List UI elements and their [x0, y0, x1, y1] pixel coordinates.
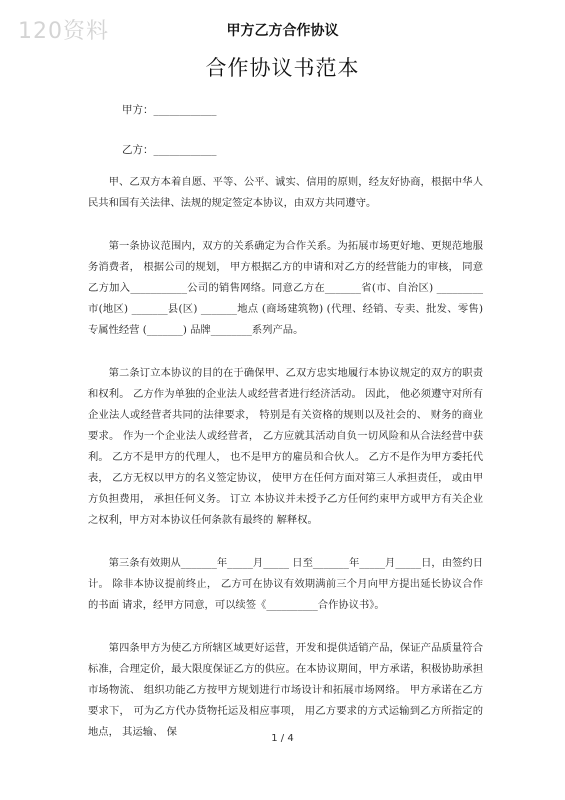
paragraph-article-1: 第一条协议范围内，双方的关系确定为合作关系。为拓展市场更好地、更规范地服务消费者， 根据公司的规划， 甲方根据乙方的申请和对乙方的经营能力的审核， 同意乙方加入___________公司的销售网络。同意乙方在_______省(市、自治区) _________市(地区) _______县(区) _______地点 (商场建筑物) (代理、经销、专卖、批发、零售) 专属性经营 (_______) 品牌________系列产品。: [88, 240, 483, 336]
paragraph-article-2: 第二条订立本协议的目的在于确保甲、乙双方忠实地履行本协议规定的双方的职责和权利。 乙方作为单独的企业法人或经营者进行经济活动。 因此， 他必须遵守对所有企业法人或经营者共同的法律要求， 特别是有关资格的规则以及社会的、 财务的商业要求。 作为一个企业法人或经营者， 乙方应就其活动自负一切风险和从合法经营中获利。 乙方不是甲方的代理人， 也不是甲方的雇员和合伙人。 乙方不是作为甲方委托代表， 乙方无权以甲方的名义签定协议， 使甲方在任何方面对第三人承担责任， 或由甲方负担费用， 承担任何义务。 订立 本协议并未授予乙方任何约束甲方或甲方有关企业之权利，甲方对本协议任何条款有最终的 解释权。: [88, 367, 483, 526]
page-number: 1 / 4: [271, 733, 294, 744]
document-title: 合作协议书范本: [205, 56, 360, 80]
document-body: [88, 172, 483, 765]
paragraph-article-4: 第四条甲方为使乙方所辖区域更好运营，开发和提供适销产品，保证产品质量符合标准，合理定价，最大限度保证乙方的供应。在本协议期间，甲方承诺，积极协助承担市场物流、 组织功能乙方按甲方规划进行市场设计和拓展市场网络。 甲方承诺在乙方要求下， 可为乙方代办货物托运及相应事项， 用乙方要求的方式运输到乙方所指定的地点， 其运输、 保: [88, 642, 483, 738]
document-header: 甲方乙方合作协议: [226, 23, 339, 39]
party-a-field: 甲方：____________: [122, 104, 217, 116]
watermark-text: 120资料: [18, 19, 109, 44]
paragraph-article-3: 第三条有效期从_______年_____月_____ 日至_______年_____月_____日，由签约日计。 除非本协议提前终止， 乙方可在协议有效期满前三个月向甲方提出延长协议合作的书面 请求，经甲方同意，可以续签《__________合作协议书》。: [88, 557, 483, 611]
paragraph-preamble: 甲、乙双方本着自愿、平等、公平、诚实、信用的原则，经友好协商，根据中华人民共和国有关法律、法规的规定签定本协议，由双方共同遵守。: [88, 176, 483, 209]
party-b-field: 乙方：____________: [122, 144, 217, 156]
